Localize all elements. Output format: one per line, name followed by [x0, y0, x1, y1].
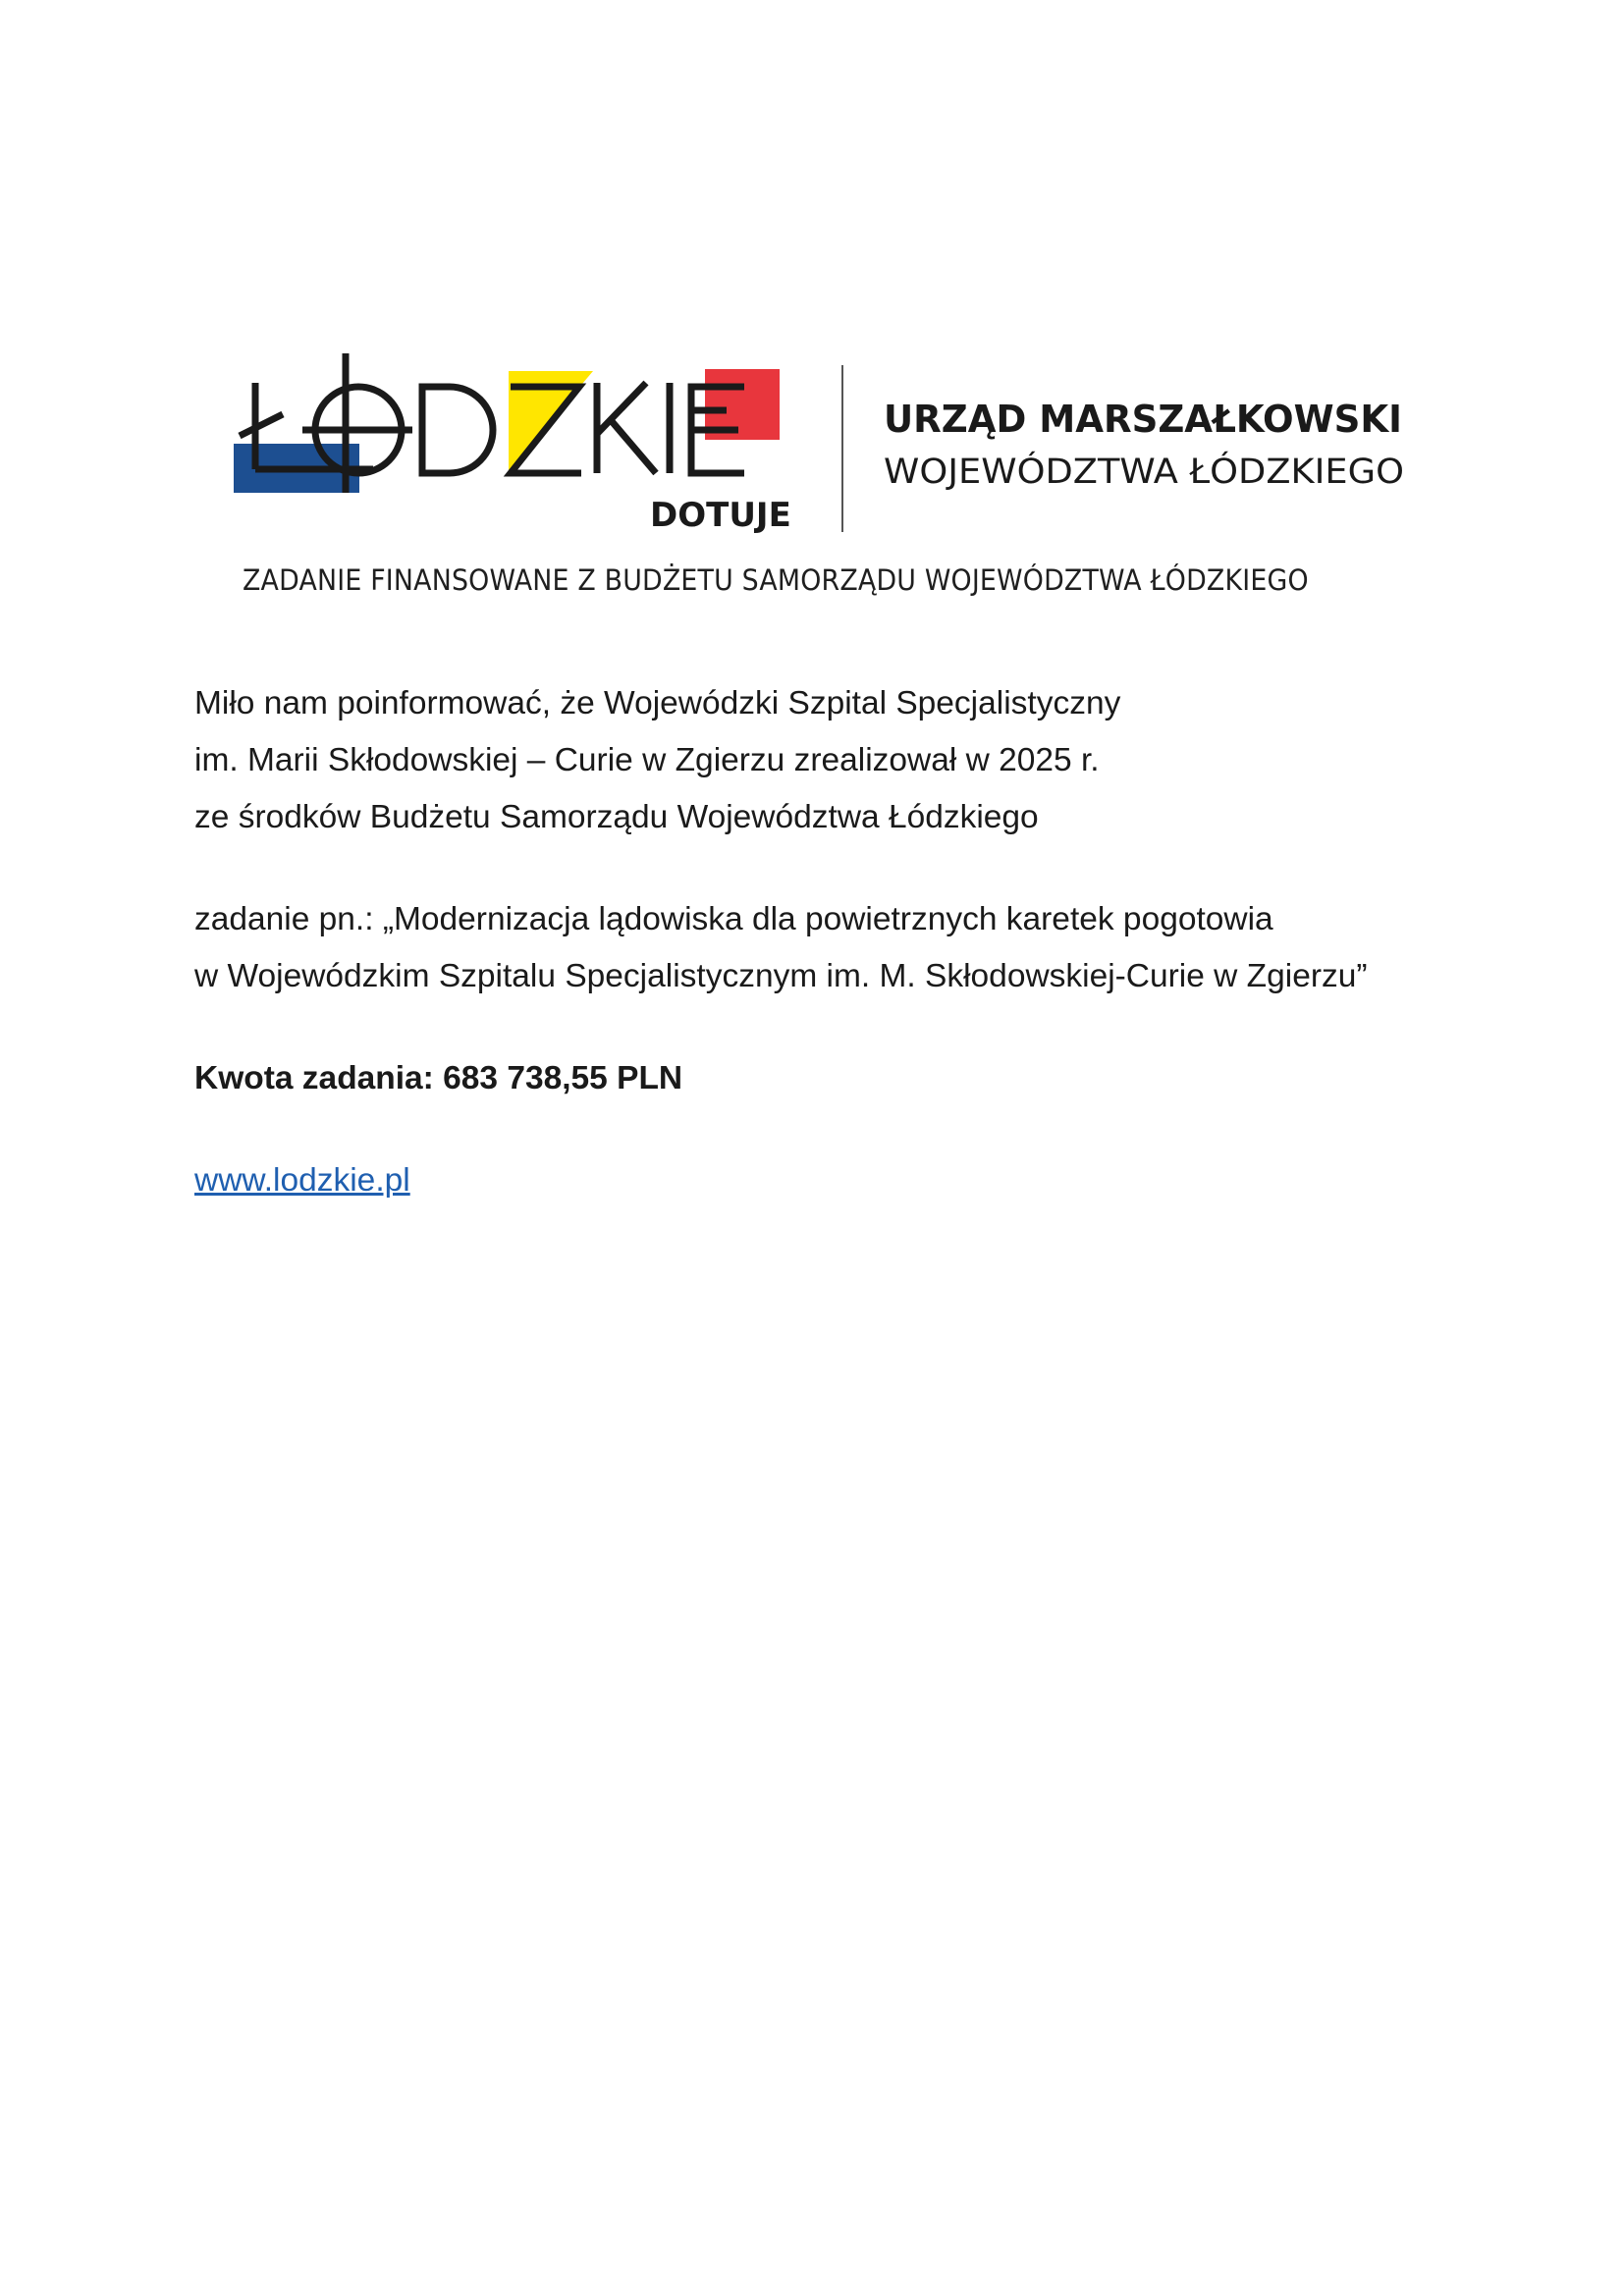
- logo-dotuje-text: DOTUJE: [650, 496, 791, 535]
- header-logo: [226, 353, 1404, 550]
- task-line: w Wojewódzkim Szpitalu Specjalistycznym im. M. Skłodowskiej-Curie w Zgierzu”: [194, 958, 1368, 994]
- logo-letter-k: [597, 383, 656, 473]
- logo-letter-d: [422, 387, 493, 473]
- task-line: zadanie pn.: „Modernizacja lądowiska dla powietrznych karetek pogotowia: [194, 901, 1273, 937]
- intro-paragraph: [194, 675, 1432, 846]
- office-name-line1: URZĄD MARSZAŁKOWSKI: [884, 398, 1402, 441]
- funding-note: ZADANIE FINANSOWANE Z BUDŻETU SAMORZĄDU WOJEWÓDZTWA ŁÓDZKIEGO: [243, 563, 1309, 597]
- letter-body: [194, 675, 1432, 1209]
- intro-line: ze środków Budżetu Samorządu Województwa Łódzkiego: [194, 799, 1039, 835]
- intro-line: im. Marii Skłodowskiej – Curie w Zgierzu zrealizował w 2025 r.: [194, 742, 1100, 778]
- lodzkie-dotuje-logo: [226, 353, 1404, 550]
- website-link[interactable]: www.lodzkie.pl: [194, 1162, 410, 1199]
- intro-line: Miło nam poinformować, że Wojewódzki Szpital Specjalistyczny: [194, 685, 1121, 721]
- task-amount: Kwota zadania: 683 738,55 PLN: [194, 1060, 683, 1096]
- office-name-line2: WOJEWÓDZTWA ŁÓDZKIEGO: [884, 453, 1380, 492]
- logo-letter-o: [302, 353, 412, 493]
- task-paragraph: [194, 891, 1432, 1005]
